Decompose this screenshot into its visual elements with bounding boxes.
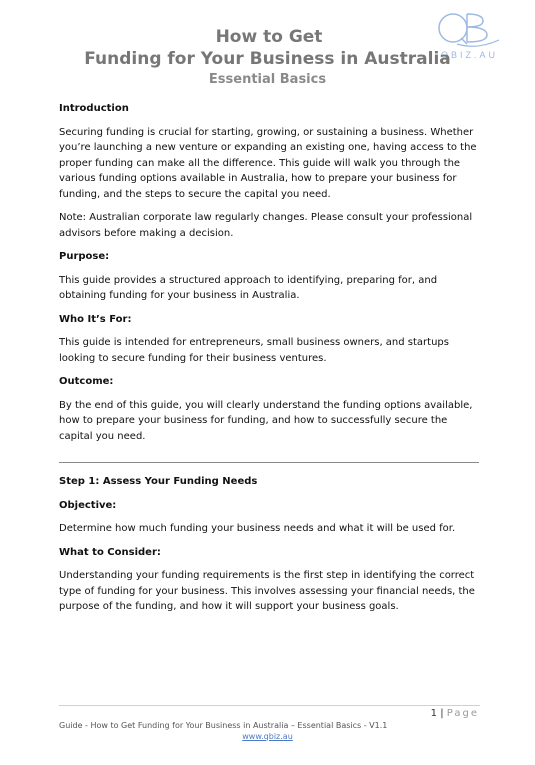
document-subtitle: Essential Basics <box>208 72 327 87</box>
page-number-value: 1 <box>430 708 438 719</box>
outcome-heading: Outcome: <box>59 376 114 387</box>
document-body <box>59 101 480 615</box>
step1-heading: Step 1: Assess Your Funding Needs <box>59 476 258 487</box>
page-number <box>431 708 479 719</box>
consider-text: Understanding your funding requirements is the first step in identifying the correct type of funding for your business. This involves assessing your financial needs, the purpose of the funding, and how it will support your business goals. <box>59 570 475 612</box>
section-divider <box>59 462 479 463</box>
intro-heading: Introduction <box>59 103 129 114</box>
who-heading: Who It’s For: <box>59 313 132 325</box>
footer-divider <box>59 705 480 706</box>
purpose-heading: Purpose: <box>59 251 110 262</box>
outcome-text: By the end of this guide, you will clearly understand the funding options available, how to prepare your business for funding, and how to successfully secure the capital you need. <box>59 399 473 442</box>
who-text: This guide is intended for entrepreneurs, small business owners, and startups looking to secure funding for their business ventures. <box>59 337 449 364</box>
intro-note: Note: Australian corporate law regularly changes. Please consult your professional advisors before making a decision. <box>59 212 473 239</box>
title-line-1: How to Get <box>215 27 323 47</box>
intro-paragraph: Securing funding is crucial for starting, growing, or sustaining a business. Whether you’re launching a new venture or expanding an existing one, having access to the proper funding can make all the difference. This guide will walk you through the various funding options available in Australia, how to prepare your business for funding, and the steps to secure the capital you need. <box>59 126 477 200</box>
objective-text: Determine how much funding your business needs and what it will be used for. <box>59 523 456 534</box>
footer-website-link[interactable]: www.qbiz.au <box>242 732 293 741</box>
consider-heading: What to Consider: <box>59 546 161 558</box>
objective-heading: Objective: <box>59 499 117 511</box>
footer-document-title: Guide - How to Get Funding for Your Business in Australia – Essential Basics - V1.1 <box>59 721 388 730</box>
title-line-2: Funding for Your Business in Australia <box>84 49 451 69</box>
page-label: Page <box>446 708 479 719</box>
page-number-separator: | <box>440 708 444 719</box>
purpose-text: This guide provides a structured approach to identifying, preparing for, and obtaining funding for your business in Australia. <box>59 274 438 301</box>
logo-wordmark: QBIZ.AU <box>441 50 499 60</box>
document-title <box>0 26 535 90</box>
